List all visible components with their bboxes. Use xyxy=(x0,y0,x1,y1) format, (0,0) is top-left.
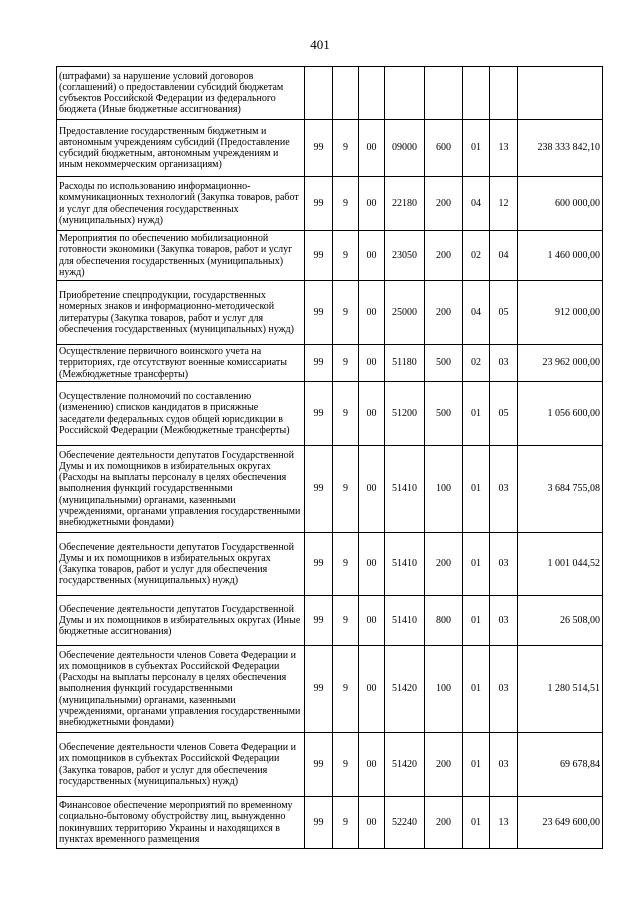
amount-cell: 912 000,00 xyxy=(518,281,603,345)
subsection-cell: 05 xyxy=(490,281,518,345)
program-code-cell: 99 xyxy=(305,120,333,177)
table-row xyxy=(57,345,603,382)
section-cell: 01 xyxy=(463,382,490,446)
program-code-cell: 99 xyxy=(305,533,333,596)
row-description: Обеспечение деятельности членов Совета Федерации и их помощников в субъектах Российской Федерации (Закупка товаров, работ и услуг для обеспечения государственных (муниципальных) нужд) xyxy=(57,733,305,797)
direction-code-cell: 51200 xyxy=(385,382,425,446)
subprogram-code-cell: 9 xyxy=(333,446,359,533)
program-code-cell: 99 xyxy=(305,345,333,382)
direction-code-cell: 51420 xyxy=(385,646,425,733)
activity-code-cell: 00 xyxy=(359,382,385,446)
table-row xyxy=(57,533,603,596)
amount-cell: 238 333 842,10 xyxy=(518,120,603,177)
subsection-cell: 03 xyxy=(490,646,518,733)
expense-type-cell: 200 xyxy=(425,231,463,281)
direction-code-cell: 23050 xyxy=(385,231,425,281)
expense-type-cell: 100 xyxy=(425,446,463,533)
subprogram-code-cell: 9 xyxy=(333,177,359,231)
amount-cell: 23 649 600,00 xyxy=(518,797,603,849)
expense-type-cell: 200 xyxy=(425,177,463,231)
subsection-cell: 05 xyxy=(490,382,518,446)
table-row xyxy=(57,446,603,533)
activity-code-cell: 00 xyxy=(359,446,385,533)
program-code-cell: 99 xyxy=(305,382,333,446)
budget-table xyxy=(56,66,603,849)
subsection-cell: 03 xyxy=(490,733,518,797)
section-cell: 02 xyxy=(463,231,490,281)
amount-cell: 1 056 600,00 xyxy=(518,382,603,446)
activity-code-cell: 00 xyxy=(359,797,385,849)
expense-type-cell: 200 xyxy=(425,733,463,797)
program-code-cell xyxy=(305,67,333,120)
program-code-cell: 99 xyxy=(305,733,333,797)
subprogram-code-cell: 9 xyxy=(333,797,359,849)
activity-code-cell xyxy=(359,67,385,120)
subsection-cell: 04 xyxy=(490,231,518,281)
section-cell: 01 xyxy=(463,533,490,596)
section-cell: 01 xyxy=(463,733,490,797)
subsection-cell: 12 xyxy=(490,177,518,231)
activity-code-cell: 00 xyxy=(359,281,385,345)
row-description: Расходы по использованию информационно-коммуникационных технологий (Закупка товаров, работ и услуг для обеспечения государственных (муниципальных) нужд) xyxy=(57,177,305,231)
table-row xyxy=(57,596,603,646)
expense-type-cell: 500 xyxy=(425,345,463,382)
subsection-cell: 03 xyxy=(490,345,518,382)
subprogram-code-cell: 9 xyxy=(333,345,359,382)
row-description: Обеспечение деятельности членов Совета Федерации и их помощников в субъектах Российской Федерации (Расходы на выплаты персоналу в целях обеспечения выполнения функций государственными (муниципальными) органами, казенными учреждениями, органами управления государственными внебюджетными фондами) xyxy=(57,646,305,733)
direction-code-cell: 22180 xyxy=(385,177,425,231)
direction-code-cell: 09000 xyxy=(385,120,425,177)
subprogram-code-cell: 9 xyxy=(333,533,359,596)
amount-cell: 1 001 044,52 xyxy=(518,533,603,596)
subprogram-code-cell: 9 xyxy=(333,733,359,797)
row-description: Обеспечение деятельности депутатов Государственной Думы и их помощников в избирательных округах (Расходы на выплаты персоналу в целях обеспечения выполнения функций государственными (муниципальными) органами, казенными учреждениями, органами управления государственными внебюджетными фондами) xyxy=(57,446,305,533)
row-description: (штрафами) за нарушение условий договоров (соглашений) о предоставлении субсидий бюджетам субъектов Российской Федерации из федерального бюджета (Иные бюджетные ассигнования) xyxy=(57,67,305,120)
subsection-cell: 03 xyxy=(490,596,518,646)
direction-code-cell: 51410 xyxy=(385,533,425,596)
amount-cell: 23 962 000,00 xyxy=(518,345,603,382)
row-description: Предоставление государственным бюджетным и автономным учреждениям субсидий (Предоставление субсидий бюджетным, автономным учреждениям и иным некоммерческим организациям) xyxy=(57,120,305,177)
activity-code-cell: 00 xyxy=(359,533,385,596)
activity-code-cell: 00 xyxy=(359,345,385,382)
expense-type-cell: 200 xyxy=(425,797,463,849)
table-row xyxy=(57,797,603,849)
row-description: Осуществление полномочий по составлению (изменению) списков кандидатов в присяжные заседатели федеральных судов общей юрисдикции в Российской Федерации (Межбюджетные трансферты) xyxy=(57,382,305,446)
section-cell: 01 xyxy=(463,446,490,533)
amount-cell: 1 280 514,51 xyxy=(518,646,603,733)
row-description: Финансовое обеспечение мероприятий по временному социально-бытовому обустройству лиц, вынужденно покинувших территорию Украины и находящихся в пунктах временного размещения xyxy=(57,797,305,849)
amount-cell xyxy=(518,67,603,120)
section-cell: 01 xyxy=(463,797,490,849)
subprogram-code-cell: 9 xyxy=(333,120,359,177)
subsection-cell: 13 xyxy=(490,120,518,177)
expense-type-cell: 100 xyxy=(425,646,463,733)
direction-code-cell: 51410 xyxy=(385,596,425,646)
section-cell xyxy=(463,67,490,120)
activity-code-cell: 00 xyxy=(359,177,385,231)
table-row xyxy=(57,177,603,231)
amount-cell: 1 460 000,00 xyxy=(518,231,603,281)
expense-type-cell: 800 xyxy=(425,596,463,646)
program-code-cell: 99 xyxy=(305,177,333,231)
subprogram-code-cell: 9 xyxy=(333,596,359,646)
table-row xyxy=(57,382,603,446)
direction-code-cell: 51420 xyxy=(385,733,425,797)
subprogram-code-cell: 9 xyxy=(333,281,359,345)
program-code-cell: 99 xyxy=(305,646,333,733)
page-number: 401 xyxy=(310,37,330,52)
program-code-cell: 99 xyxy=(305,446,333,533)
subsection-cell xyxy=(490,67,518,120)
direction-code-cell xyxy=(385,67,425,120)
subprogram-code-cell: 9 xyxy=(333,231,359,281)
expense-type-cell: 200 xyxy=(425,533,463,596)
program-code-cell: 99 xyxy=(305,231,333,281)
activity-code-cell: 00 xyxy=(359,596,385,646)
direction-code-cell: 25000 xyxy=(385,281,425,345)
activity-code-cell: 00 xyxy=(359,231,385,281)
direction-code-cell: 52240 xyxy=(385,797,425,849)
table-row xyxy=(57,120,603,177)
section-cell: 04 xyxy=(463,177,490,231)
row-description: Приобретение спецпродукции, государственных номерных знаков и информационно-методической литературы (Закупка товаров, работ и услуг для обеспечения государственных (муниципальных) нужд) xyxy=(57,281,305,345)
subsection-cell: 03 xyxy=(490,533,518,596)
section-cell: 04 xyxy=(463,281,490,345)
table-body xyxy=(57,67,603,849)
expense-type-cell: 600 xyxy=(425,120,463,177)
section-cell: 02 xyxy=(463,345,490,382)
table-row xyxy=(57,281,603,345)
row-description: Мероприятия по обеспечению мобилизационной готовности экономики (Закупка товаров, работ и услуг для обеспечения государственных (муниципальных) нужд) xyxy=(57,231,305,281)
table-row xyxy=(57,67,603,120)
subsection-cell: 03 xyxy=(490,446,518,533)
subprogram-code-cell: 9 xyxy=(333,646,359,733)
amount-cell: 600 000,00 xyxy=(518,177,603,231)
direction-code-cell: 51410 xyxy=(385,446,425,533)
amount-cell: 69 678,84 xyxy=(518,733,603,797)
amount-cell: 3 684 755,08 xyxy=(518,446,603,533)
table-row xyxy=(57,733,603,797)
row-description: Обеспечение деятельности депутатов Государственной Думы и их помощников в избирательных округах (Закупка товаров, работ и услуг для обеспечения государственных (муниципальных) нужд) xyxy=(57,533,305,596)
subprogram-code-cell: 9 xyxy=(333,382,359,446)
subprogram-code-cell xyxy=(333,67,359,120)
activity-code-cell: 00 xyxy=(359,120,385,177)
section-cell: 01 xyxy=(463,646,490,733)
activity-code-cell: 00 xyxy=(359,733,385,797)
row-description: Осуществление первичного воинского учета на территориях, где отсутствуют военные комиссариаты (Межбюджетные трансферты) xyxy=(57,345,305,382)
subsection-cell: 13 xyxy=(490,797,518,849)
amount-cell: 26 508,00 xyxy=(518,596,603,646)
table-row xyxy=(57,231,603,281)
expense-type-cell: 200 xyxy=(425,281,463,345)
program-code-cell: 99 xyxy=(305,797,333,849)
program-code-cell: 99 xyxy=(305,596,333,646)
section-cell: 01 xyxy=(463,120,490,177)
activity-code-cell: 00 xyxy=(359,646,385,733)
expense-type-cell xyxy=(425,67,463,120)
table-row xyxy=(57,646,603,733)
expense-type-cell: 500 xyxy=(425,382,463,446)
direction-code-cell: 51180 xyxy=(385,345,425,382)
row-description: Обеспечение деятельности депутатов Государственной Думы и их помощников в избирательных округах (Иные бюджетные ассигнования) xyxy=(57,596,305,646)
program-code-cell: 99 xyxy=(305,281,333,345)
section-cell: 01 xyxy=(463,596,490,646)
